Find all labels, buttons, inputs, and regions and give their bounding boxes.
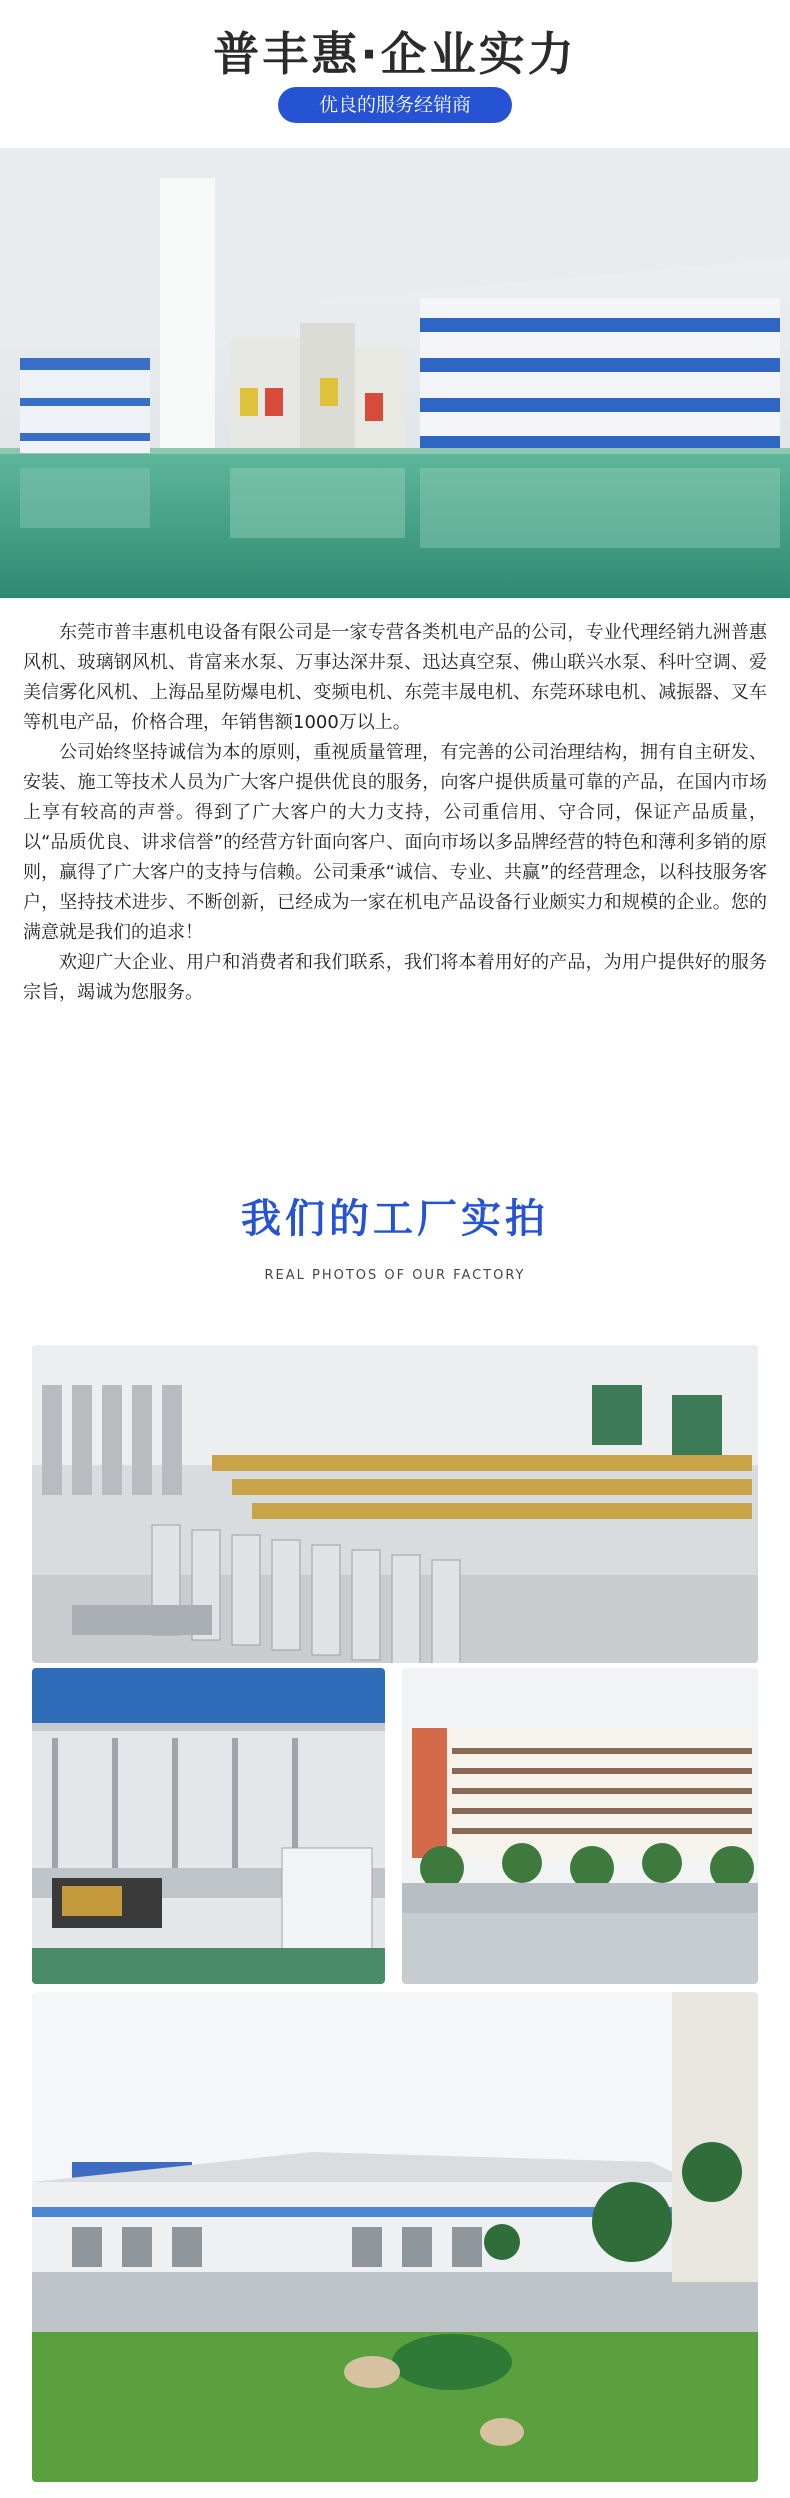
factory-photo-building — [402, 1668, 758, 1984]
subtitle-badge: 优良的服务经销商 — [278, 87, 512, 123]
factory-photo-pumps — [32, 1345, 758, 1663]
intro-paragraph: 欢迎广大企业、用户和消费者和我们联系，我们将本着用好的产品，为用户提供好的服务宗旨，竭诚为您服务。 — [23, 952, 767, 1003]
factory-photo-exterior — [32, 1992, 758, 2482]
company-intro — [23, 618, 767, 1008]
factory-photo-assembly — [32, 1668, 385, 1984]
page-header — [0, 0, 790, 145]
page-title: 普丰惠·企业实力 — [213, 27, 577, 81]
intro-paragraph: 东莞市普丰惠机电设备有限公司是一家专营各类机电产品的公司，专业代理经销九洲普惠风机、玻璃钢风机、肯富来水泵、万事达深井泵、迅达真空泵、佛山联兴水泵、科叶空调、爱美信雾化风机、上海品星防爆电机、变频电机、东莞丰晟电机、东莞环球电机、减振器、叉车等机电产品，价格合理，年销售额1000万以上。 — [23, 622, 767, 733]
warehouse-photo — [0, 148, 790, 598]
intro-paragraph: 公司始终坚持诚信为本的原则，重视质量管理，有完善的公司治理结构，拥有自主研发、安装、施工等技术人员为广大客户提供优良的服务，向客户提供质量可靠的产品，在国内市场上享有较高的声誉。得到了广大客户的大力支持，公司重信用、守合同，保证产品质量，以“品质优良、讲求信誉”的经营方针面向客户、面向市场以多品牌经营的特色和薄利多销的原则，赢得了广大客户的支持与信赖。公司秉承“诚信、专业、共赢”的经营理念，以科技服务客户，坚持技术进步、不断创新，已经成为一家在机电产品设备行业颇实力和规模的企业。您的满意就是我们的追求！ — [23, 742, 767, 943]
factory-section-subtitle: REAL PHOTOS OF OUR FACTORY — [264, 1268, 526, 1283]
factory-section-title: 我们的工厂实拍 — [241, 1196, 549, 1242]
